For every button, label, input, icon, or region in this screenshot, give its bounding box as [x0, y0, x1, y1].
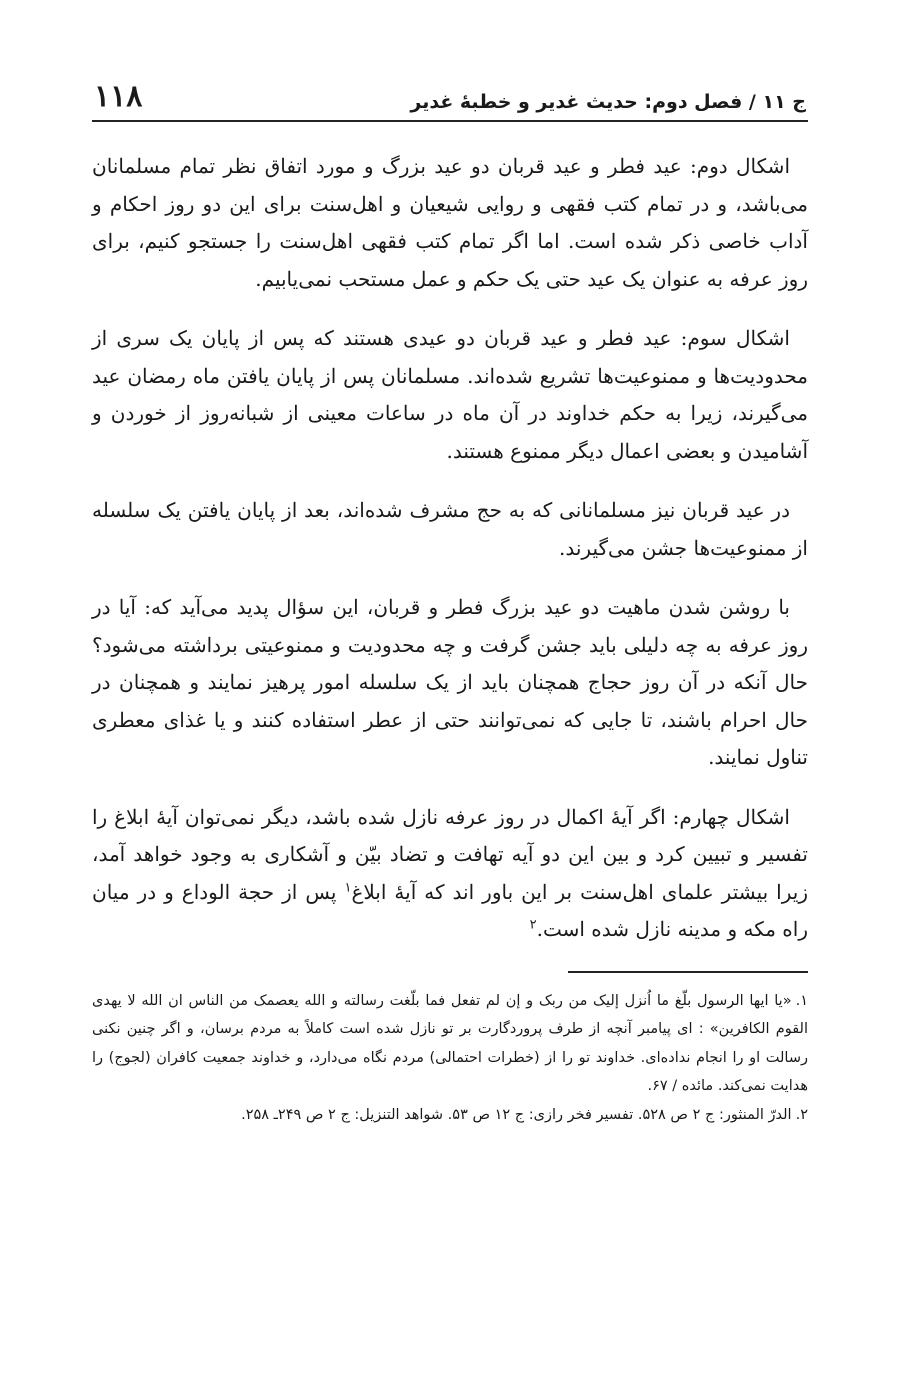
- paragraph: اشکال سوم: عید فطر و عید قربان دو عیدی هستند که پس از پایان یک سری از محدودیت‌ها و ممنوعیت‌ها تشریع شده‌اند. مسلمانان پس از پایان یافتن ماه رمضان عید می‌گیرند، زیرا به حکم خداوند در آن ماه در ساعات معینی از شبانه‌روز از خوردن و آشامیدن و بعضی اعمال دیگر ممنوع هستند.: [92, 326, 808, 463]
- footnote-number: ۱.: [795, 992, 808, 1009]
- page-number: ۱۱۸: [94, 79, 143, 114]
- paragraph: در عید قربان نیز مسلمانانی که به حج مشرف شده‌اند، بعد از پایان یافتن یک سلسله از ممنوعیت‌ها جشن می‌گیرند.: [92, 498, 808, 560]
- footnote-text: «یا ایها الرسول بلّغ ما اُنزل إلیک من ربک و إن لم تفعل فما بلّغت رسالته و الله یعصمک من الناس ان الله لا یهدی القوم الکافرین» : ای پیامبر آنچه از طرف پروردگارت بر تو نازل شده است کاملاً به مردم برسان، و اگر چنین نکنی رسالت او را انجام نداده‌ای. خداوند تو را از (خطرات احتمالی) مردم نگاه می‌دارد، و خداوند جمعیت کافران (لجوج) را هدایت نمی‌کند. مائده / ۶۷.: [92, 992, 808, 1094]
- footnote: [92, 1101, 808, 1130]
- paragraph-text: پس از حجة الوداع و در میان راه مکه و مدینه نازل شده است.: [92, 879, 808, 941]
- paragraph: [92, 799, 808, 949]
- footnotes: [92, 987, 808, 1130]
- running-head: [92, 60, 808, 116]
- footnote-ref[interactable]: ۱: [344, 879, 352, 895]
- book-page: [92, 60, 808, 1129]
- paragraph: با روشن شدن ماهیت دو عید بزرگ فطر و قربان، این سؤال پدید می‌آید که: آیا در روز عرفه به چه دلیلی باید جشن گرفت و چه محدودیت و ممنوعیتی برداشته می‌شود؟ حال آنکه در آن روز حجاج همچنان باید از یک سلسله امور پرهیز نمایند و همچنان در حال احرام باشند، تا جایی که نمی‌توانند حتی از عطر استفاده کنند و یا غذای معطری تناول نمایند.: [92, 595, 808, 769]
- footnote-text: الدرّ المنثور: ج ۲ ص ۵۲۸. تفسیر فخر رازی: ج ۱۲ ص ۵۳. شواهد التنزیل: ج ۲ ص ۲۴۹ـ ۲۵۸.: [241, 1106, 792, 1123]
- footnote-number: ۲.: [795, 1106, 808, 1123]
- paragraph-text: اشکال چهارم: اگر آیهٔ اکمال در روز عرفه نازل شده باشد، دیگر نمی‌توان آیهٔ ابلاغ را تفسیر و تبیین کرد و بین این دو آیه تهافت و تضاد بیّن و آشکاری به وجود خواهد آمد، زیرا بیشتر علمای اهل‌سنت بر این باور اند که آیهٔ ابلاغ: [92, 804, 808, 904]
- running-title: ج ۱۱ / فصل دوم: حدیث غدیر و خطبهٔ غدیر: [410, 91, 806, 113]
- body-text: [92, 148, 808, 949]
- footnote-ref[interactable]: ۲: [529, 917, 537, 933]
- paragraph: اشکال دوم: عید فطر و عید قربان دو عید بزرگ و مورد اتفاق نظر تمام مسلمانان می‌باشد، و در تمام کتب فقهی و روایی شیعیان و اهل‌سنت برای این دو روز احکام و آداب خاصی ذکر شده است. اما اگر تمام کتب فقهی اهل‌سنت را جستجو کنیم، برای روز عرفه به عنوان یک عید حتی یک حکم و عمل مستحب نمی‌یابیم.: [92, 154, 808, 291]
- header-rule: [92, 120, 808, 122]
- footnote: [92, 987, 808, 1101]
- footnote-rule: [568, 971, 808, 973]
